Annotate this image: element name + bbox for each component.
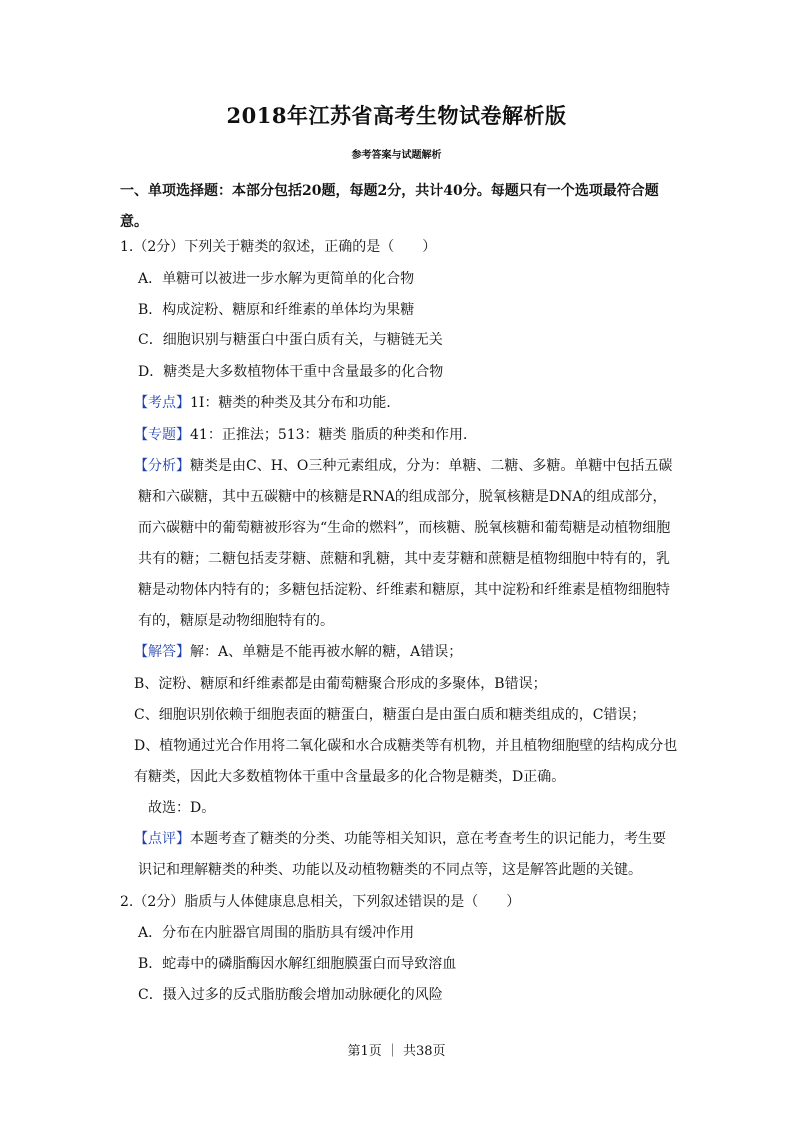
dianping-line-1: [134, 830, 666, 848]
fenxi-text: 糖类是由C、H、O三种元素组成，分为：单糖、二糖、多糖。单糖中包括五碳: [190, 458, 673, 474]
zhuanti-line: [134, 426, 477, 444]
fenxi-line-2: 糖和六碳糖，其中五碳糖中的核糖是RNA的组成部分，脱氧核糖是DNA的组成部分，: [138, 489, 667, 505]
fenxi-line-1: [134, 457, 672, 475]
jieda-tag: 【解答】: [134, 644, 190, 660]
page-title: 2018年江苏省高考生物试卷解析版: [226, 103, 567, 128]
fenxi-line-4: 共有的糖；二糖包括麦芽糖、蔗糖和乳糖，其中麦芽糖和蔗糖是植物细胞中特有的，乳: [138, 551, 670, 567]
question-2-option-c: C．摄入过多的反式脂肪酸会增加动脉硬化的风险: [138, 987, 443, 1003]
jieda-line-4: D、植物通过光合作用将二氧化碳和水合成糖类等有机物，并且植物细胞壁的结构成分也: [134, 738, 678, 754]
jieda-text: 解：A、单糖是不能再被水解的糖，A错误；: [190, 644, 463, 660]
question-2-option-b: B．蛇毒中的磷脂酶因水解红细胞膜蛋白而导致溶血: [138, 956, 457, 972]
question-2-option-a: A．分布在内脏器官周围的脂肪具有缓冲作用: [138, 925, 415, 941]
dianping-text: 本题考查了糖类的分类、功能等相关知识，意在考查考生的识记能力，考生要: [190, 831, 666, 847]
question-1-option-b: B．构成淀粉、糖原和纤维素的单体均为果糖: [138, 302, 415, 318]
question-2-stem: 2.（2分）脂质与人体健康息息相关，下列叙述错误的是（ ）: [120, 894, 521, 910]
answer-line: 故选：D。: [148, 800, 216, 816]
question-1-option-d: D．糖类是大多数植物体干重中含量最多的化合物: [138, 364, 444, 380]
kaodian-text: 1I：糖类的种类及其分布和功能．: [190, 395, 401, 411]
dianping-line-2: 识记和理解糖类的种类、功能以及动植物糖类的不同点等，这是解答此题的关键。: [138, 862, 642, 878]
jieda-line-3: C、细胞识别依赖于细胞表面的糖蛋白，糖蛋白是由蛋白质和糖类组成的，C错误；: [134, 707, 646, 723]
jieda-line-5: 有糖类，因此大多数植物体干重中含量最多的化合物是糖类，D正确。: [134, 769, 566, 785]
jieda-line-2: B、淀粉、糖原和纤维素都是由葡萄糖聚合形成的多聚体，B错误；: [134, 676, 547, 692]
zhuanti-text: 41：正推法；513：糖类 脂质的种类和作用．: [190, 427, 477, 443]
jieda-line-1: [134, 643, 462, 661]
kaodian-tag: 【考点】: [134, 395, 190, 411]
fenxi-line-6: 有的，糖原是动物细胞特有的。: [138, 613, 334, 629]
question-1-stem: 1.（2分）下列关于糖类的叙述，正确的是（ ）: [120, 239, 437, 255]
question-1-option-c: C．细胞识别与糖蛋白中蛋白质有关，与糖链无关: [138, 332, 443, 348]
dianping-tag: 【点评】: [134, 831, 190, 847]
fenxi-line-5: 糖是动物体内特有的；多糖包括淀粉、纤维素和糖原，其中淀粉和纤维素是植物细胞特: [138, 582, 670, 598]
page-footer: 第1页 ｜ 共38页: [347, 1044, 446, 1059]
question-1-option-a: A．单糖可以被进一步水解为更简单的化合物: [138, 271, 415, 287]
fenxi-tag: 【分析】: [134, 458, 190, 474]
page-subtitle: 参考答案与试题解析: [351, 150, 442, 161]
fenxi-line-3: 而六碳糖中的葡萄糖被形容为“生命的燃料”，而核糖、脱氧核糖和葡萄糖是动植物细胞: [138, 520, 671, 536]
kaodian-line: [134, 394, 400, 412]
section-heading: 一、单项选择题：本部分包括20题，每题2分，共计40分。每题只有一个选项最符合题意。: [120, 183, 659, 230]
zhuanti-tag: 【专题】: [134, 427, 190, 443]
